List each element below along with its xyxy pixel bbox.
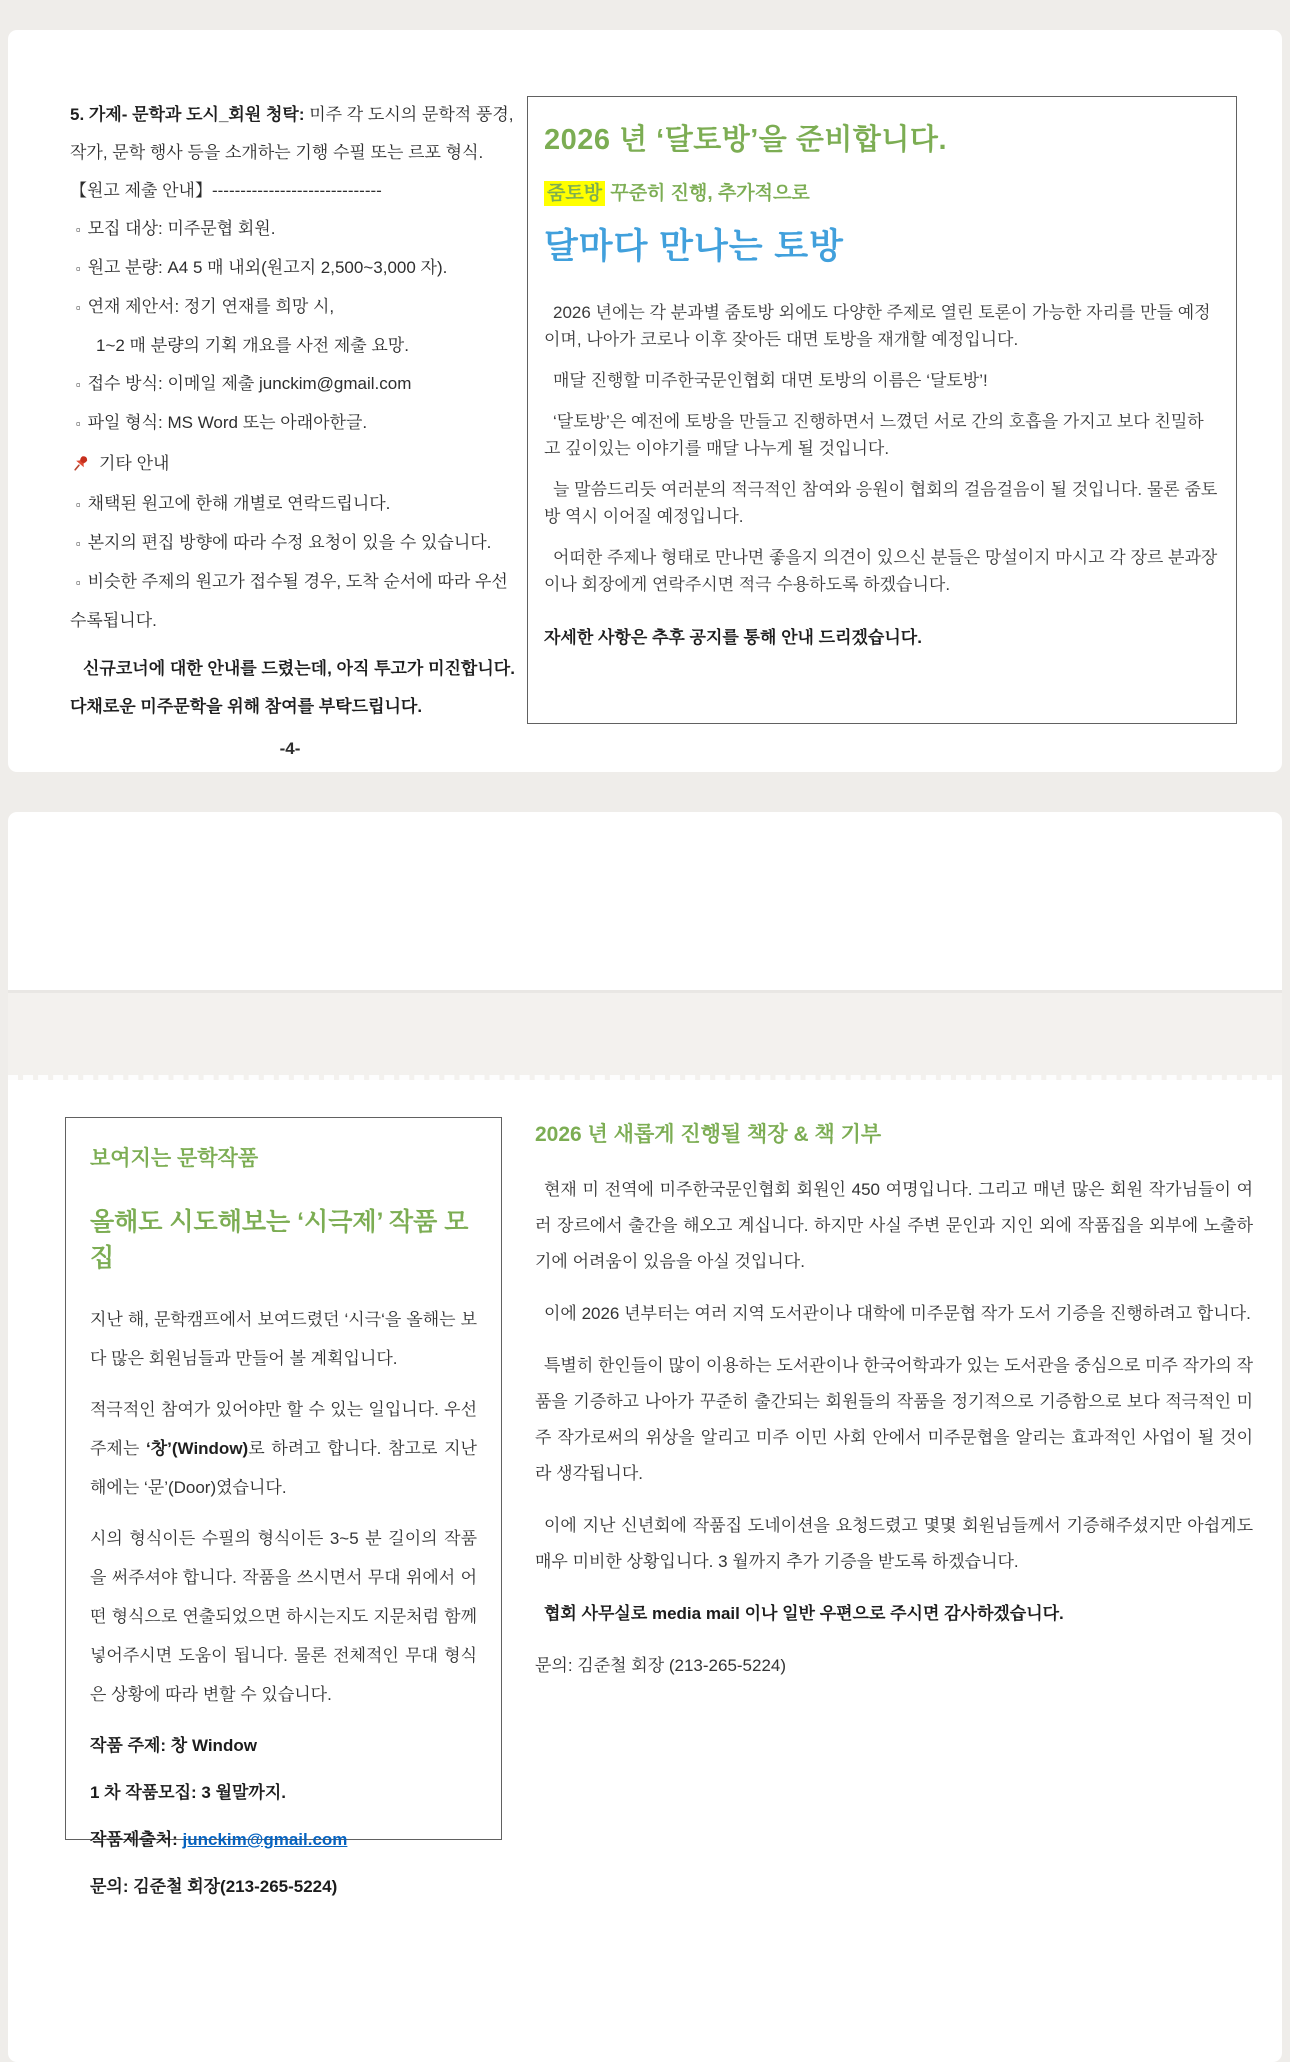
section-intro-title: 5. 가제- 문학과 도시_회원 청탁:	[70, 105, 305, 124]
list-item	[70, 288, 520, 327]
bullet-square-icon: ▫	[76, 300, 81, 315]
list-item	[70, 485, 520, 524]
page-4-card	[8, 30, 1282, 772]
list-item-text: 본지의 편집 방향에 따라 수정 요청이 있을 수 있습니다.	[87, 533, 492, 552]
box-headline: 달마다 만나는 토방	[544, 227, 844, 266]
list-item-text: 채택된 원고에 한해 개별로 연락드립니다.	[87, 494, 391, 513]
theme-word-bold: ‘창’(Window)	[146, 1439, 249, 1458]
submission-deadline: 1 차 작품모집: 3 월말까지.	[90, 1783, 286, 1802]
closing-note-line2: 다채로운 미주문학을 위해 참여를 부탁드립니다.	[70, 697, 423, 716]
contact-info: 문의: 김준철 회장(213-265-5224)	[90, 1877, 338, 1896]
mailing-instruction: 협회 사무실로 media mail 이나 일반 우편으로 주시면 감사하겠습니다.	[544, 1604, 1064, 1623]
submission-address	[90, 1820, 477, 1859]
bullet-square-icon: ▫	[76, 575, 81, 590]
page-seam-divider	[8, 990, 1282, 1080]
submission-guide-header: 【원고 제출 안내】------------------------------	[70, 181, 382, 200]
paragraph: 늘 말씀드리듯 여러분의 적극적인 참여와 응원이 협회의 걸음걸음이 될 것입니다. 물론 줌토방 역시 이어질 예정입니다.	[544, 480, 1218, 526]
box-title: 올해도 시도해보는 ‘시극제’ 작품 모집	[90, 1208, 469, 1272]
paragraph-text: 로 하려고 합니다. 참고로 지난 해에는 ‘문’(Door)였습니다.	[90, 1439, 477, 1497]
paragraph: 시의 형식이든 수필의 형식이든 3~5 분 길이의 작품을 써주셔야 합니다. 작품을 쓰시면서 무대 위에서 어떤 형식으로 연출되었으면 하시는지도 지문처럼 함께 넣어주시면 도움이 됩니다. 물론 전체적인 무대 형식은 상황에 따라 변할 수 있습니다.	[90, 1529, 477, 1704]
book-donation-column	[535, 1118, 1253, 1684]
list-item-text: 비슷한 주제의 원고가 접수될 경우, 도착 순서에 따라 우선 수록됩니다.	[70, 572, 508, 630]
closing-note-line1: 신규코너에 대한 안내를 드렸는데, 아직 투고가 미진합니다.	[83, 659, 515, 678]
box-subtitle	[544, 178, 1220, 205]
bullet-square-icon: ▫	[76, 377, 81, 392]
paragraph: 2026 년에는 각 분과별 줌토방 외에도 다양한 주제로 열린 토론이 가능한 자리를 만들 예정이며, 나아가 코로나 이후 잦아든 대면 토방을 재개할 예정입니다.	[544, 303, 1211, 349]
section-intro-text: 미주 각 도시의 문학적 풍경, 작가, 문학 행사 등을 소개하는 기행 수필 또는 르포 형식.	[70, 105, 514, 162]
bullet-square-icon: ▫	[76, 222, 81, 237]
list-item	[70, 404, 520, 443]
list-item	[70, 210, 520, 249]
highlighted-word: 줌토방	[544, 181, 605, 206]
paragraph-text: 적극적인 참여가 있어야만 할 수 있는 일입니다. 우선 주제는	[90, 1400, 477, 1458]
contact-info: 문의: 김준철 회장 (213-265-5224)	[535, 1656, 787, 1675]
paragraph: 특별히 한인들이 많이 이용하는 도서관이나 한국어학과가 있는 도서관을 중심으로 미주 작가의 작품을 기증하고 나아가 꾸준히 출간되는 회원들의 작품을 정기적으로 기증함으로 보다 적극적인 미주 작가로써의 위상을 알리고 미주 이민 사회 안에서 미주문협을 알리는 효과적인 사업이 될 것이라 생각됩니다.	[535, 1356, 1253, 1483]
box-footer-note: 자세한 사항은 추후 공지를 통해 안내 드리겠습니다.	[544, 628, 922, 647]
list-item-continuation: 1~2 매 분량의 기획 개요를 사전 제출 요망.	[96, 336, 409, 355]
submission-address-label: 작품제출처:	[90, 1830, 183, 1849]
work-theme: 작품 주제: 창 Window	[90, 1736, 257, 1755]
column-title: 2026 년 새롭게 진행될 책장 & 책 기부	[535, 1123, 882, 1146]
bullet-square-icon: ▫	[76, 261, 81, 276]
list-item-text: 원고 분량: A4 5 매 내외(원고지 2,500~3,000 자).	[87, 258, 448, 277]
etc-guide-header	[70, 445, 520, 483]
paragraph: 현재 미 전역에 미주한국문인협회 회원인 450 여명입니다. 그리고 매년 많은 회원 작가님들이 여러 장르에서 출간을 해오고 계십니다. 하지만 사실 주변 문인과 지인 외에 작품집을 외부에 노출하기에 어려움이 있음을 아실 것입니다.	[535, 1180, 1253, 1271]
box-subtitle-text: 꾸준히 진행, 추가적으로	[605, 183, 810, 204]
list-item-text: 모집 대상: 미주문협 회원.	[87, 219, 276, 238]
bullet-square-icon: ▫	[76, 497, 81, 512]
paragraph: 매달 진행할 미주한국문인협회 대면 토방의 이름은 ‘달토방’!	[553, 371, 988, 390]
page-5-card	[8, 812, 1282, 2062]
section-intro	[70, 96, 520, 172]
paragraph: 이에 지난 신년회에 작품집 도네이션을 요청드렸고 몇몇 회원님들께서 기증해주셨지만 아쉽게도 매우 미비한 상황입니다. 3 월까지 추가 기증을 받도록 하겠습니다.	[535, 1516, 1253, 1571]
list-item	[70, 563, 520, 640]
paragraph: 지난 해, 문학캠프에서 보여드렸던 ‘시극‘을 올해는 보다 많은 회원님들과 만들어 볼 계획입니다.	[90, 1310, 477, 1368]
email-link[interactable]: junckim@gmail.com	[182, 1830, 348, 1849]
page-number: -4-	[279, 739, 301, 758]
list-item	[70, 365, 520, 404]
paragraph: 이에 2026 년부터는 여러 지역 도서관이나 대학에 미주문협 작가 도서 기증을 진행하려고 합니다.	[544, 1304, 1251, 1323]
pushpin-icon	[70, 454, 90, 474]
box-title: 2026 년 ‘달토방’을 준비합니다.	[544, 124, 947, 156]
box-kicker: 보여지는 문학작품	[90, 1147, 259, 1170]
list-item-text: 접수 방식: 이메일 제출 junckim@gmail.com	[87, 374, 412, 393]
paragraph: 어떠한 주제나 형태로 만나면 좋을지 의견이 있으신 분들은 망설이지 마시고 각 장르 분과장이나 회장에게 연락주시면 적극 수용하도록 하겠습니다.	[544, 548, 1218, 594]
paragraph: ‘달토방’은 예전에 토방을 만들고 진행하면서 느꼈던 서로 간의 호흡을 가지고 보다 친밀하고 깊이있는 이야기를 매달 나누게 될 것입니다.	[544, 412, 1204, 458]
daltobang-announcement-box	[527, 96, 1237, 724]
list-item-text: 파일 형식: MS Word 또는 아래아한글.	[87, 413, 368, 432]
bullet-square-icon: ▫	[76, 536, 81, 551]
list-item	[70, 249, 520, 288]
list-item	[70, 524, 520, 563]
sigeukje-callforworks-box	[65, 1117, 502, 1896]
closing-note	[70, 650, 520, 726]
etc-guide-header-text: 기타 안내	[99, 454, 170, 473]
page4-left-column	[70, 96, 520, 768]
paragraph	[90, 1390, 477, 1507]
bullet-square-icon: ▫	[76, 416, 81, 431]
list-item-text: 연재 제안서: 정기 연재를 희망 시,	[87, 297, 335, 316]
